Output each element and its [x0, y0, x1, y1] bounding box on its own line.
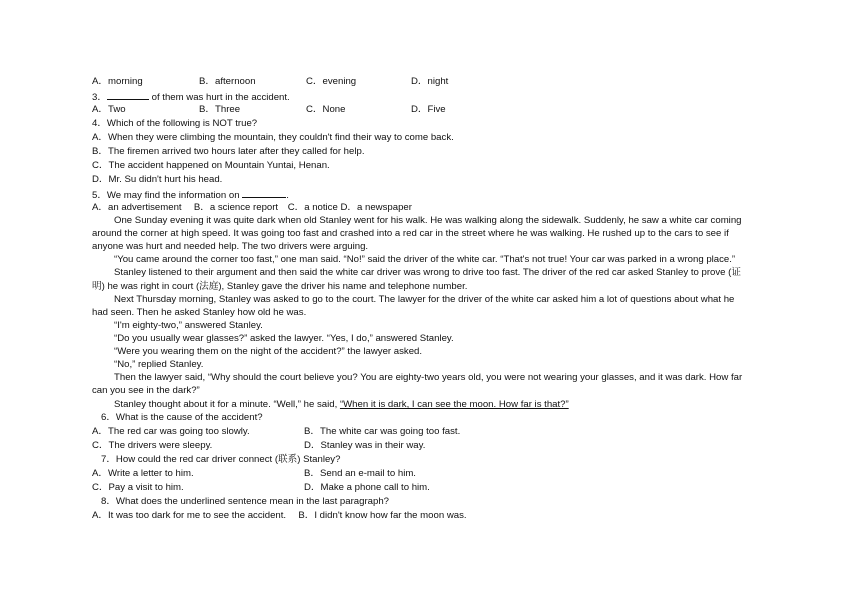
- passage-line: Then the lawyer said, “Why should the court believe you? You are eighty-two years old, you were not wearing your glasses, and it was dark. How far: [114, 372, 743, 383]
- passage-line: anyone was hurt and needed help. The two drivers were arguing.: [92, 241, 369, 252]
- option-b: B．Three: [199, 104, 241, 115]
- passage-line: One Sunday evening it was quite dark when old Stanley went for his walk. He was walking along the sidewalk. Suddenly, he saw a white car coming: [114, 215, 742, 226]
- passage-line: 明) he was right in court (法庭), Stanley gave the driver his name and telephone number.: [92, 281, 468, 292]
- passage-line: around the corner at high speed. It was going too fast and crashed into a red car in the street where he was walking. He rushed up to the cars to see if: [92, 228, 729, 239]
- option-d: D．Stanley was in their way.: [304, 440, 426, 451]
- question-5-options: A．an advertisement B．a science report C．a notice D．a newspaper: [92, 202, 412, 213]
- option-d: D．night: [411, 76, 449, 87]
- option-d: D．Make a phone call to him.: [304, 482, 430, 493]
- option-c: C．The drivers were sleepy.: [92, 440, 213, 451]
- option-d: D．Five: [411, 104, 446, 115]
- passage-line: “I'm eighty-two,” answered Stanley.: [114, 320, 263, 331]
- passage-line: had seen. Then he asked Stanley how old he was.: [92, 307, 307, 318]
- option-c: C．Pay a visit to him.: [92, 482, 184, 493]
- question-end: .: [286, 190, 289, 201]
- option-a: A．Write a letter to him.: [92, 468, 194, 479]
- option-c: C．The accident happened on Mountain Yuntai, Henan.: [92, 160, 330, 171]
- option-b: B．The firemen arrived two hours later after they called for help.: [92, 146, 365, 157]
- question-7-stem: 7．How could the red car driver connect (联系) Stanley?: [101, 454, 341, 465]
- passage-line: [114, 399, 569, 411]
- question-text: 5．We may find the information on: [92, 190, 240, 201]
- passage-line: “Were you wearing them on the night of the accident?” the lawyer asked.: [114, 346, 423, 357]
- option-d: D．Mr. Su didn't hurt his head.: [92, 174, 223, 185]
- question-4-stem: 4．Which of the following is NOT true?: [92, 118, 258, 129]
- question-6-stem: 6．What is the cause of the accident?: [101, 412, 263, 423]
- option-a: A．morning: [92, 76, 143, 87]
- passage-line: Stanley listened to their argument and then said the white car driver was wrong to drive too fast. The driver of the red car asked Stanley to prove (证: [114, 267, 741, 278]
- underlined-sentence: “When it is dark, I can see the moon. How far is that?”: [339, 399, 569, 410]
- option-c: C．None: [306, 104, 346, 115]
- passage-line: can you see in the dark?”: [92, 385, 200, 396]
- question-8-options: A．It was too dark for me to see the accident. B．I didn't know how far the moon was.: [92, 510, 467, 521]
- question-number: 3．: [92, 92, 107, 103]
- option-b: B．afternoon: [199, 76, 256, 87]
- option-a: A．The red car was going too slowly.: [92, 426, 250, 437]
- option-b: B．Send an e-mail to him.: [304, 468, 416, 479]
- question-5-stem: [92, 188, 289, 202]
- option-c: C．evening: [306, 76, 357, 87]
- passage-line: “No,” replied Stanley.: [114, 359, 204, 370]
- option-a: A．When they were climbing the mountain, they couldn't find their way to come back.: [92, 132, 454, 143]
- option-b: B．The white car was going too fast.: [304, 426, 461, 437]
- passage-line: “You came around the corner too fast,” one man said. “No!” said the driver of the white car. “That's not true! Your car was parked in a wrong place.”: [114, 254, 736, 265]
- passage-line: Next Thursday morning, Stanley was asked to go to the court. The lawyer for the driver of the white car asked him a lot of questions about what he: [114, 294, 735, 305]
- question-text: of them was hurt in the accident.: [151, 92, 290, 103]
- answer-blank: [107, 90, 149, 100]
- question-3: [92, 90, 290, 104]
- question-8-stem: 8．What does the underlined sentence mean in the last paragraph?: [101, 496, 389, 507]
- passage-text: Stanley thought about it for a minute. “Well,” he said,: [114, 399, 338, 410]
- option-a: A．Two: [92, 104, 126, 115]
- answer-blank: [242, 188, 286, 198]
- passage-line: “Do you usually wear glasses?” asked the lawyer. “Yes, I do,” answered Stanley.: [114, 333, 454, 344]
